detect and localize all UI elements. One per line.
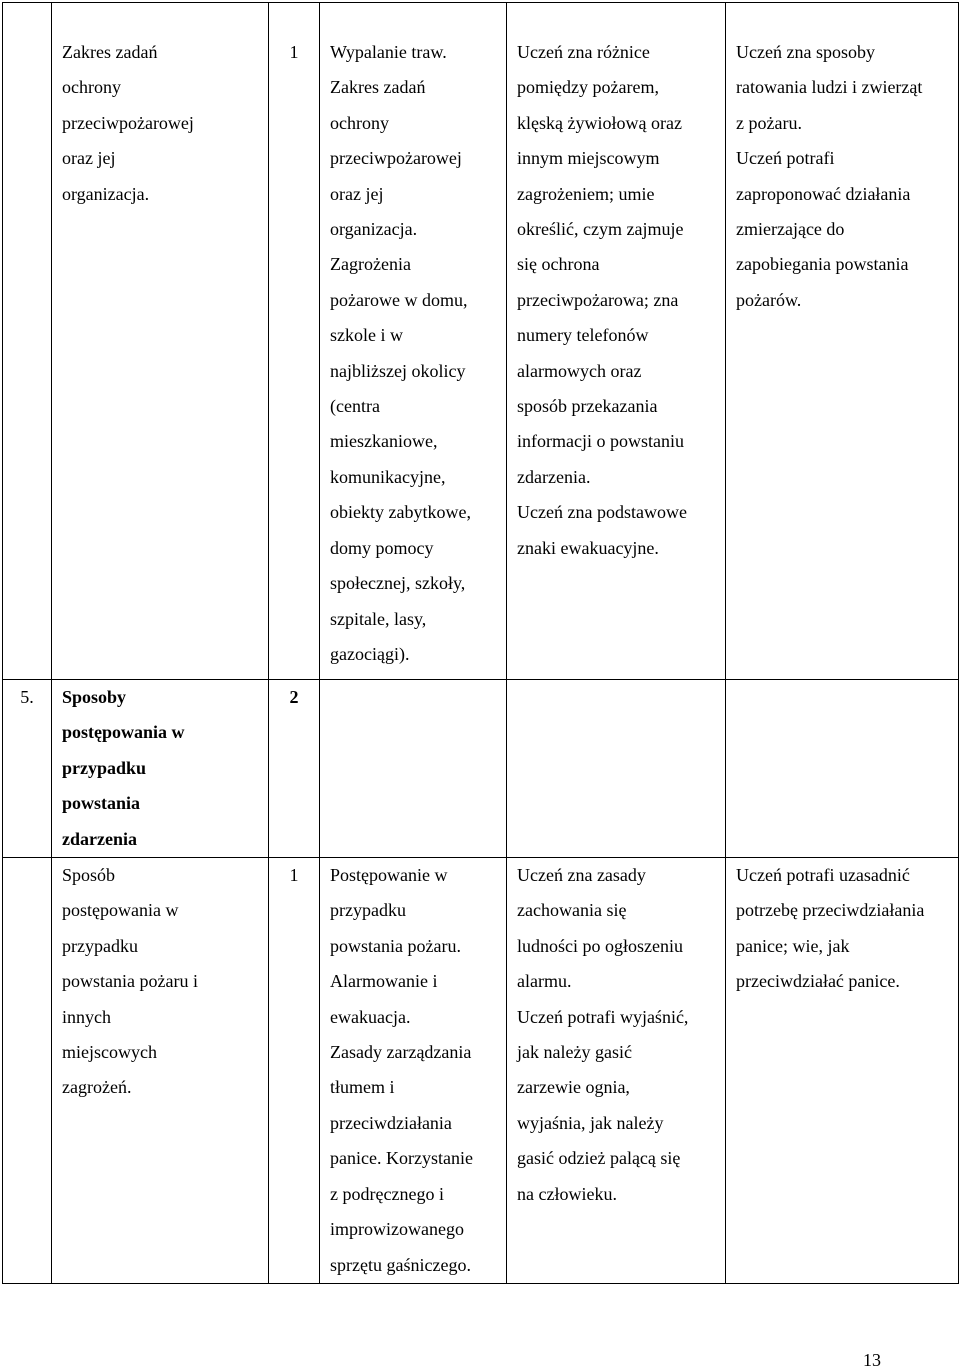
content-cell: Wypalanie traw. Zakres zadań ochrony przeciwpożarowej oraz jej organizacja. Zagrożenia pożarowe w domu, szkole i w najbliższej okolicy (centra mieszkaniowe, komunikacyjne, obiekty zabytkowe, domy pomocy społecznej, szkoły, szpitale, lasy, gazociągi). [320,3,507,680]
curriculum-table [2,2,959,1284]
basic-requirements-cell: Uczeń zna zasady zachowania się ludności po ogłoszeniu alarmu. Uczeń potrafi wyjaśnić, jak należy gasić zarzewie ognia, wyjaśnia, jak należy gasić odzież palącą się na człowieku. [507,858,726,1284]
hours-cell: 1 [269,3,320,680]
page-number: 13 [863,1350,881,1370]
topic-cell: Sposób postępowania w przypadku powstania pożaru i innych miejscowych zagrożeń. [52,858,269,1284]
basic-requirements-cell: Uczeń zna różnice pomiędzy pożarem, klęską żywiołową oraz innym miejscowym zagrożeniem; umie określić, czym zajmuje się ochrona przeciwpożarowa; zna numery telefonów alarmowych oraz sposób przekazania informacji o powstaniu zdarzenia. Uczeń zna podstawowe znaki ewakuacyjne. [507,3,726,680]
row-index: 5. [3,680,52,858]
hours-cell: 2 [269,680,320,858]
row-index [3,858,52,1284]
extended-requirements-cell: Uczeń zna sposoby ratowania ludzi i zwierząt z pożaru. Uczeń potrafi zaproponować działania zmierzające do zapobiegania powstania pożarów. [726,3,959,680]
table-row [3,3,959,680]
row-index [3,3,52,680]
hours-cell: 1 [269,858,320,1284]
topic-cell: Zakres zadań ochrony przeciwpożarowej oraz jej organizacja. [52,3,269,680]
topic-cell: Sposoby postępowania w przypadku powstania zdarzenia [52,680,269,858]
table-row [3,858,959,1284]
extended-requirements-cell: Uczeń potrafi uzasadnić potrzebę przeciwdziałania panice; wie, jak przeciwdziałać panice. [726,858,959,1284]
content-cell: Postępowanie w przypadku powstania pożaru. Alarmowanie i ewakuacja. Zasady zarządzania tłumem i przeciwdziałania panice. Korzystanie z podręcznego i improwizowanego sprzętu gaśniczego. [320,858,507,1284]
table-row [3,680,959,858]
extended-requirements-cell [726,680,959,858]
content-cell [320,680,507,858]
basic-requirements-cell [507,680,726,858]
